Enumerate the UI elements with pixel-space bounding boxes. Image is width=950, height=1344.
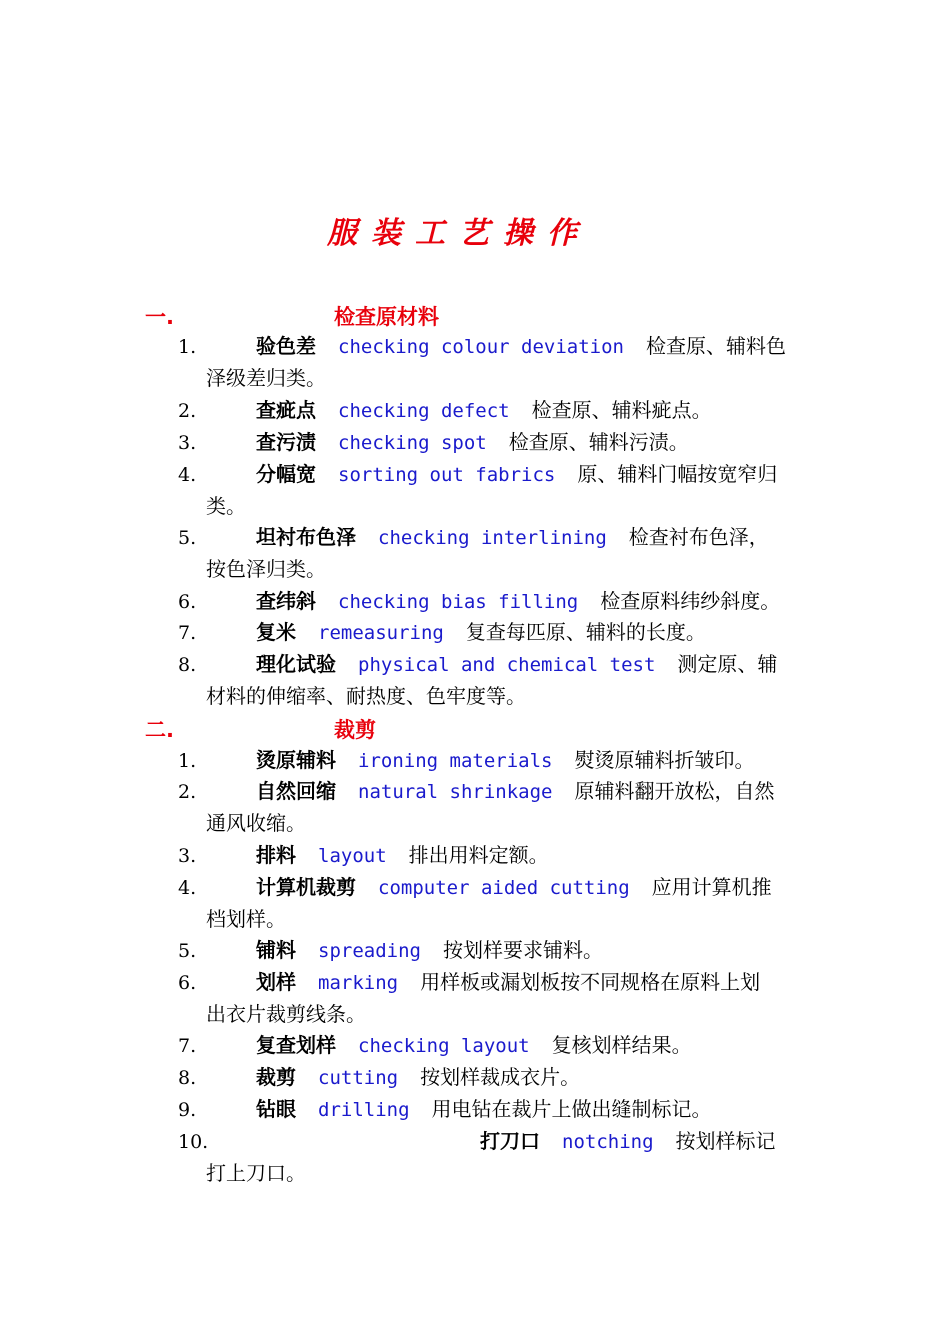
list-item	[178, 648, 808, 712]
item-term: 排料	[256, 843, 296, 867]
item-description: 按划样标记	[675, 1129, 776, 1153]
item-description-cont: 材料的伸缩率、耐热度、色牢度等。	[206, 684, 526, 708]
item-english: checking layout	[358, 1035, 530, 1057]
item-term: 坦衬布色泽	[256, 525, 356, 549]
item-number: 1.	[178, 750, 197, 772]
item-description-cont: 泽级差归类。	[206, 366, 326, 390]
item-description: 检查原料纬纱斜度。	[600, 589, 781, 613]
item-description-cont: 打上刀口。	[206, 1161, 306, 1185]
item-term: 复米	[256, 620, 296, 644]
item-english: checking interlining	[378, 527, 607, 549]
item-english: spreading	[318, 940, 421, 962]
item-number: 3.	[178, 845, 197, 867]
list-item	[178, 458, 808, 522]
item-english: checking bias filling	[338, 591, 579, 613]
list-item	[178, 839, 808, 871]
item-term: 打刀口	[480, 1129, 540, 1153]
item-term: 裁剪	[256, 1065, 296, 1089]
item-description: 用样板或漏划板按不同规格在原料上划	[420, 970, 761, 994]
list-item	[178, 616, 808, 648]
section-heading-2	[145, 714, 376, 744]
list-item	[178, 330, 808, 394]
item-english: computer aided cutting	[378, 877, 630, 899]
list-item	[178, 1061, 808, 1093]
list-item	[178, 871, 808, 935]
list-item	[178, 934, 808, 966]
item-english: physical and chemical test	[358, 654, 656, 676]
item-term: 分幅宽	[256, 462, 316, 486]
item-description: 熨烫原辅料折皱印。	[574, 748, 755, 772]
item-number: 7.	[178, 1035, 197, 1057]
item-number: 8.	[178, 654, 197, 676]
item-english: notching	[562, 1131, 654, 1153]
item-term: 钻眼	[256, 1097, 296, 1121]
item-description: 按划样要求铺料。	[442, 938, 603, 962]
list-item	[178, 966, 808, 1030]
list-item	[178, 744, 808, 776]
item-description: 用电钻在裁片上做出缝制标记。	[431, 1097, 712, 1121]
list-item	[178, 1029, 808, 1061]
item-english: sorting out fabrics	[338, 464, 556, 486]
item-term: 划样	[256, 970, 296, 994]
item-english: natural shrinkage	[358, 781, 553, 803]
item-description: 检查原、辅料污渍。	[508, 430, 689, 454]
item-description-cont: 通风收缩。	[206, 811, 306, 835]
item-term: 验色差	[256, 334, 316, 358]
section-number: 二.	[145, 718, 174, 742]
item-term: 查污渍	[256, 430, 316, 454]
item-description: 按划样裁成衣片。	[420, 1065, 581, 1089]
item-english: layout	[318, 845, 387, 867]
item-number: 5.	[178, 527, 197, 549]
item-term: 查疵点	[256, 398, 316, 422]
item-term: 铺料	[256, 938, 296, 962]
document-title: 服装工艺操作	[327, 216, 591, 251]
item-description: 检查原、辅料色	[645, 334, 786, 358]
item-description-cont: 类。	[206, 494, 246, 518]
item-description: 排出用料定额。	[408, 843, 549, 867]
item-description: 复查每匹原、辅料的长度。	[465, 620, 706, 644]
item-english: drilling	[318, 1099, 410, 1121]
item-description-cont: 档划样。	[206, 907, 286, 931]
item-term: 查纬斜	[256, 589, 316, 613]
item-description-cont: 按色泽归类。	[206, 557, 326, 581]
section-heading-1	[145, 301, 439, 331]
item-number: 10.	[178, 1131, 209, 1153]
item-number: 6.	[178, 591, 197, 613]
item-description: 检查原、辅料疵点。	[531, 398, 712, 422]
item-term: 烫原辅料	[256, 748, 336, 772]
item-description: 复核划样结果。	[551, 1033, 692, 1057]
item-term: 自然回缩	[256, 779, 336, 803]
item-description: 应用计算机推	[651, 875, 772, 899]
list-item	[178, 426, 808, 458]
section-title: 裁剪	[334, 718, 376, 742]
item-english: checking colour deviation	[338, 336, 624, 358]
section-title: 检查原材料	[334, 305, 439, 329]
item-number: 6.	[178, 972, 197, 994]
section-number: 一.	[145, 305, 174, 329]
item-description: 原辅料翻开放松，自然	[574, 779, 775, 803]
item-english: remeasuring	[318, 622, 444, 644]
item-number: 7.	[178, 622, 197, 644]
list-item	[178, 1125, 808, 1189]
item-term: 理化试验	[256, 652, 336, 676]
item-number: 2.	[178, 781, 197, 803]
list-item	[178, 585, 808, 617]
list-item	[178, 1093, 808, 1125]
item-english: checking defect	[338, 400, 510, 422]
item-number: 1.	[178, 336, 197, 358]
item-term: 复查划样	[256, 1033, 336, 1057]
list-item	[178, 394, 808, 426]
list-item	[178, 775, 808, 839]
item-english: checking spot	[338, 432, 487, 454]
item-description-cont: 出衣片裁剪线条。	[206, 1002, 366, 1026]
item-english: marking	[318, 972, 399, 994]
item-term: 计算机裁剪	[256, 875, 356, 899]
item-description: 测定原、辅	[677, 652, 778, 676]
item-number: 5.	[178, 940, 197, 962]
item-number: 3.	[178, 432, 197, 454]
item-number: 9.	[178, 1099, 197, 1121]
item-number: 4.	[178, 877, 197, 899]
list-item	[178, 521, 808, 585]
item-description: 检查衬布色泽，	[628, 525, 769, 549]
item-english: cutting	[318, 1067, 399, 1089]
item-description: 原、辅料门幅按宽窄归	[577, 462, 778, 486]
item-number: 8.	[178, 1067, 197, 1089]
item-number: 2.	[178, 400, 197, 422]
item-number: 4.	[178, 464, 197, 486]
item-english: ironing materials	[358, 750, 553, 772]
